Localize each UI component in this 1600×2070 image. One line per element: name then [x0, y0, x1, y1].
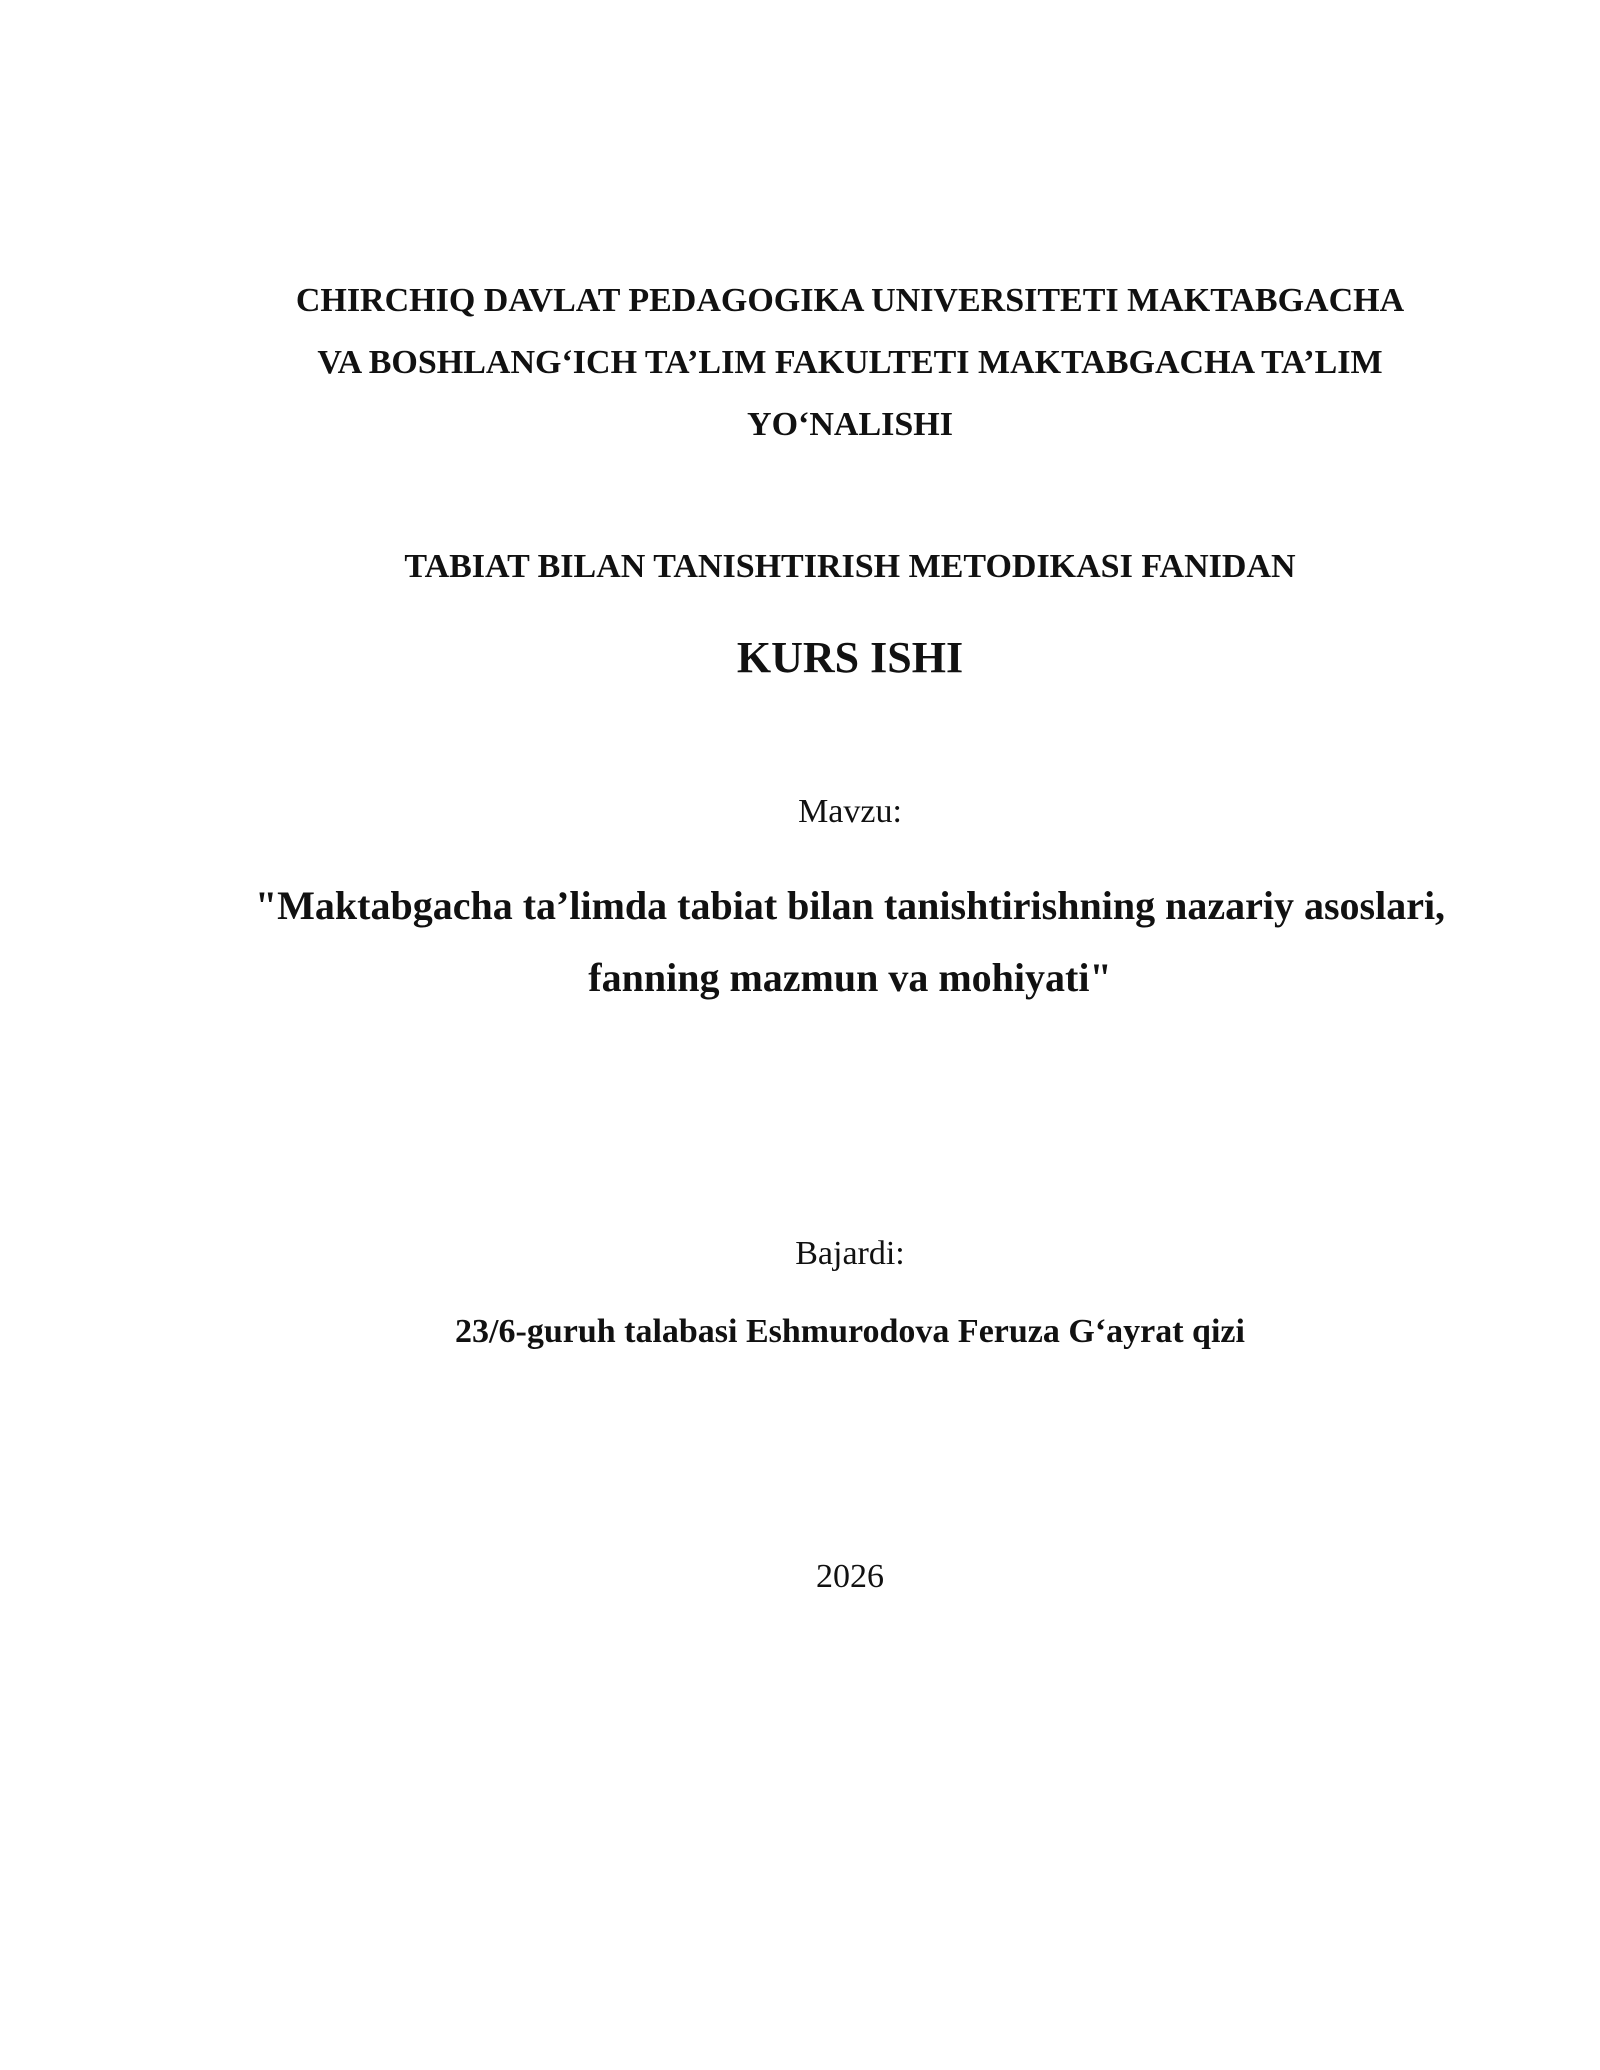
work-type-title: KURS ISHI: [736, 633, 964, 682]
topic-label: Mavzu:: [798, 793, 902, 830]
institution-line: VA BOSHLANG‘ICH TA’LIM FAKULTETI MAKTABGACHA TA’LIM: [317, 344, 1383, 381]
author-label: Bajardi:: [795, 1235, 905, 1272]
institution-line: CHIRCHIQ DAVLAT PEDAGOGIKA UNIVERSITETI MAKTABGACHA: [295, 282, 1405, 319]
institution-line: YO‘NALISHI: [747, 406, 953, 443]
author-name: 23/6-guruh talabasi Eshmurodova Feruza G‘ayrat qizi: [455, 1313, 1245, 1350]
subject-heading: TABIAT BILAN TANISHTIRISH METODIKASI FANIDAN: [404, 548, 1296, 585]
document-year: 2026: [816, 1558, 884, 1595]
topic-title-line: "Maktabgacha ta’limda tabiat bilan tanishtirishning nazariy asoslari,: [254, 883, 1446, 928]
topic-title: [180, 870, 1520, 1014]
institution-heading: [240, 270, 1460, 456]
topic-title-line: fanning mazmun va mohiyati": [588, 955, 1112, 1000]
